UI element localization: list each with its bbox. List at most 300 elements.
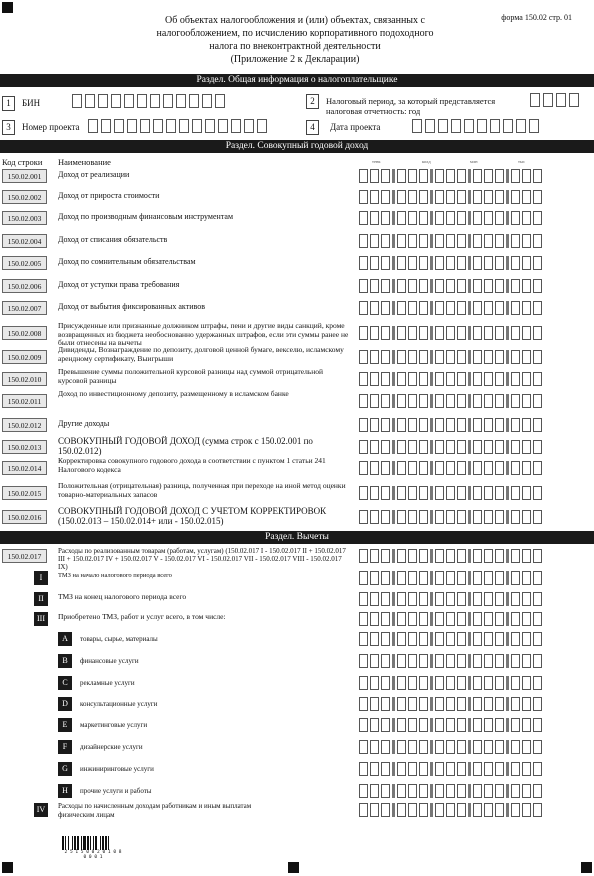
digit-cell[interactable]: [359, 718, 368, 732]
digit-cell[interactable]: [140, 119, 150, 133]
digit-cell[interactable]: [435, 654, 444, 668]
amount-cells[interactable]: [359, 350, 544, 364]
digit-cell[interactable]: [495, 169, 504, 183]
digit-cell[interactable]: [397, 394, 406, 408]
digit-cell[interactable]: [419, 612, 428, 626]
amount-cells[interactable]: [359, 190, 544, 204]
digit-cell[interactable]: [473, 784, 482, 798]
digit-cell[interactable]: [473, 394, 482, 408]
digit-cell[interactable]: [473, 256, 482, 270]
digit-cell[interactable]: [408, 256, 417, 270]
digit-cell[interactable]: [419, 461, 428, 475]
digit-cell[interactable]: [408, 301, 417, 315]
digit-cell[interactable]: [484, 418, 493, 432]
digit-cell[interactable]: [381, 440, 390, 454]
digit-cell[interactable]: [511, 740, 520, 754]
digit-cell[interactable]: [381, 654, 390, 668]
amount-cells[interactable]: [359, 461, 544, 475]
amount-cells[interactable]: [359, 510, 544, 524]
digit-cell[interactable]: [435, 190, 444, 204]
digit-cell[interactable]: [495, 211, 504, 225]
digit-cell[interactable]: [408, 372, 417, 386]
digit-cell[interactable]: [381, 211, 390, 225]
digit-cell[interactable]: [381, 486, 390, 500]
digit-cell[interactable]: [408, 418, 417, 432]
digit-cell[interactable]: [419, 762, 428, 776]
digit-cell[interactable]: [408, 326, 417, 340]
digit-cell[interactable]: [381, 592, 390, 606]
digit-cell[interactable]: [533, 549, 542, 563]
digit-cell[interactable]: [543, 93, 553, 107]
digit-cell[interactable]: [457, 418, 466, 432]
digit-cell[interactable]: [419, 211, 428, 225]
digit-cell[interactable]: [435, 169, 444, 183]
digit-cell[interactable]: [408, 234, 417, 248]
digit-cell[interactable]: [381, 461, 390, 475]
digit-cell[interactable]: [359, 654, 368, 668]
digit-cell[interactable]: [477, 119, 487, 133]
digit-cell[interactable]: [522, 301, 531, 315]
digit-cell[interactable]: [381, 571, 390, 585]
digit-cell[interactable]: [495, 549, 504, 563]
digit-cell[interactable]: [473, 418, 482, 432]
digit-cell[interactable]: [408, 654, 417, 668]
digit-cell[interactable]: [446, 718, 455, 732]
digit-cell[interactable]: [419, 279, 428, 293]
digit-cell[interactable]: [435, 440, 444, 454]
digit-cell[interactable]: [473, 234, 482, 248]
digit-cell[interactable]: [495, 697, 504, 711]
digit-cell[interactable]: [457, 234, 466, 248]
digit-cell[interactable]: [484, 654, 493, 668]
digit-cell[interactable]: [446, 571, 455, 585]
digit-cell[interactable]: [457, 190, 466, 204]
digit-cell[interactable]: [495, 418, 504, 432]
amount-cells[interactable]: [359, 697, 544, 711]
digit-cell[interactable]: [522, 211, 531, 225]
digit-cell[interactable]: [435, 394, 444, 408]
digit-cell[interactable]: [495, 372, 504, 386]
digit-cell[interactable]: [176, 94, 186, 108]
digit-cell[interactable]: [179, 119, 189, 133]
digit-cell[interactable]: [370, 697, 379, 711]
digit-cell[interactable]: [435, 549, 444, 563]
digit-cell[interactable]: [473, 762, 482, 776]
digit-cell[interactable]: [419, 350, 428, 364]
digit-cell[interactable]: [359, 571, 368, 585]
digit-cell[interactable]: [359, 784, 368, 798]
digit-cell[interactable]: [473, 301, 482, 315]
digit-cell[interactable]: [359, 279, 368, 293]
digit-cell[interactable]: [446, 762, 455, 776]
digit-cell[interactable]: [533, 418, 542, 432]
digit-cell[interactable]: [473, 654, 482, 668]
digit-cell[interactable]: [446, 654, 455, 668]
digit-cell[interactable]: [419, 190, 428, 204]
digit-cell[interactable]: [446, 418, 455, 432]
digit-cell[interactable]: [522, 326, 531, 340]
digit-cell[interactable]: [457, 762, 466, 776]
digit-cell[interactable]: [533, 301, 542, 315]
digit-cell[interactable]: [381, 169, 390, 183]
digit-cell[interactable]: [370, 762, 379, 776]
digit-cell[interactable]: [446, 372, 455, 386]
digit-cell[interactable]: [522, 440, 531, 454]
digit-cell[interactable]: [397, 418, 406, 432]
digit-cell[interactable]: [435, 592, 444, 606]
digit-cell[interactable]: [397, 279, 406, 293]
digit-cell[interactable]: [484, 549, 493, 563]
digit-cell[interactable]: [359, 372, 368, 386]
digit-cell[interactable]: [495, 803, 504, 817]
amount-cells[interactable]: [359, 571, 544, 585]
digit-cell[interactable]: [511, 592, 520, 606]
digit-cell[interactable]: [419, 697, 428, 711]
digit-cell[interactable]: [495, 510, 504, 524]
amount-cells[interactable]: [359, 326, 544, 340]
digit-cell[interactable]: [490, 119, 500, 133]
digit-cell[interactable]: [435, 279, 444, 293]
digit-cell[interactable]: [114, 119, 124, 133]
digit-cell[interactable]: [370, 612, 379, 626]
digit-cell[interactable]: [522, 372, 531, 386]
digit-cell[interactable]: [533, 510, 542, 524]
digit-cell[interactable]: [522, 592, 531, 606]
amount-cells[interactable]: [359, 549, 544, 563]
digit-cell[interactable]: [166, 119, 176, 133]
digit-cell[interactable]: [435, 676, 444, 690]
digit-cell[interactable]: [484, 632, 493, 646]
digit-cell[interactable]: [533, 350, 542, 364]
amount-cells[interactable]: [359, 279, 544, 293]
digit-cell[interactable]: [457, 440, 466, 454]
digit-cell[interactable]: [435, 326, 444, 340]
amount-cells[interactable]: [359, 803, 544, 817]
digit-cell[interactable]: [457, 169, 466, 183]
digit-cell[interactable]: [397, 592, 406, 606]
amount-cells[interactable]: [359, 654, 544, 668]
digit-cell[interactable]: [511, 803, 520, 817]
digit-cell[interactable]: [419, 676, 428, 690]
digit-cell[interactable]: [522, 718, 531, 732]
digit-cell[interactable]: [484, 718, 493, 732]
digit-cell[interactable]: [163, 94, 173, 108]
digit-cell[interactable]: [370, 279, 379, 293]
digit-cell[interactable]: [484, 256, 493, 270]
digit-cell[interactable]: [457, 256, 466, 270]
digit-cell[interactable]: [381, 190, 390, 204]
digit-cell[interactable]: [419, 632, 428, 646]
digit-cell[interactable]: [533, 394, 542, 408]
digit-cell[interactable]: [446, 676, 455, 690]
digit-cell[interactable]: [569, 93, 579, 107]
digit-cell[interactable]: [215, 94, 225, 108]
digit-cell[interactable]: [484, 279, 493, 293]
digit-cell[interactable]: [381, 697, 390, 711]
digit-cell[interactable]: [419, 571, 428, 585]
digit-cell[interactable]: [244, 119, 254, 133]
digit-cell[interactable]: [511, 418, 520, 432]
digit-cell[interactable]: [484, 394, 493, 408]
digit-cell[interactable]: [495, 612, 504, 626]
digit-cell[interactable]: [473, 612, 482, 626]
digit-cell[interactable]: [457, 676, 466, 690]
digit-cell[interactable]: [408, 394, 417, 408]
digit-cell[interactable]: [457, 350, 466, 364]
digit-cell[interactable]: [381, 740, 390, 754]
digit-cell[interactable]: [408, 632, 417, 646]
amount-cells[interactable]: [359, 784, 544, 798]
digit-cell[interactable]: [533, 803, 542, 817]
digit-cell[interactable]: [370, 256, 379, 270]
digit-cell[interactable]: [408, 211, 417, 225]
digit-cell[interactable]: [381, 549, 390, 563]
digit-cell[interactable]: [397, 549, 406, 563]
digit-cell[interactable]: [473, 718, 482, 732]
digit-cell[interactable]: [231, 119, 241, 133]
digit-cell[interactable]: [419, 372, 428, 386]
digit-cell[interactable]: [381, 510, 390, 524]
digit-cell[interactable]: [370, 632, 379, 646]
digit-cell[interactable]: [511, 762, 520, 776]
digit-cell[interactable]: [202, 94, 212, 108]
digit-cell[interactable]: [511, 256, 520, 270]
digit-cell[interactable]: [457, 372, 466, 386]
digit-cell[interactable]: [397, 461, 406, 475]
digit-cell[interactable]: [408, 592, 417, 606]
digit-cell[interactable]: [522, 486, 531, 500]
digit-cell[interactable]: [511, 697, 520, 711]
digit-cell[interactable]: [511, 632, 520, 646]
digit-cell[interactable]: [446, 803, 455, 817]
digit-cell[interactable]: [408, 350, 417, 364]
digit-cell[interactable]: [473, 632, 482, 646]
digit-cell[interactable]: [495, 571, 504, 585]
digit-cell[interactable]: [533, 326, 542, 340]
digit-cell[interactable]: [397, 256, 406, 270]
digit-cell[interactable]: [435, 762, 444, 776]
digit-cell[interactable]: [381, 301, 390, 315]
digit-cell[interactable]: [408, 461, 417, 475]
digit-cell[interactable]: [419, 169, 428, 183]
digit-cell[interactable]: [370, 350, 379, 364]
digit-cell[interactable]: [495, 740, 504, 754]
digit-cell[interactable]: [503, 119, 513, 133]
digit-cell[interactable]: [359, 461, 368, 475]
digit-cell[interactable]: [457, 510, 466, 524]
digit-cell[interactable]: [408, 510, 417, 524]
digit-cell[interactable]: [473, 326, 482, 340]
digit-cell[interactable]: [446, 169, 455, 183]
digit-cell[interactable]: [511, 510, 520, 524]
amount-cells[interactable]: [359, 301, 544, 315]
digit-cell[interactable]: [435, 632, 444, 646]
digit-cell[interactable]: [370, 418, 379, 432]
digit-cell[interactable]: [381, 612, 390, 626]
digit-cell[interactable]: [397, 350, 406, 364]
digit-cell[interactable]: [419, 234, 428, 248]
digit-cell[interactable]: [435, 784, 444, 798]
amount-cells[interactable]: [359, 632, 544, 646]
digit-cell[interactable]: [457, 486, 466, 500]
digit-cell[interactable]: [370, 211, 379, 225]
digit-cell[interactable]: [446, 784, 455, 798]
digit-cell[interactable]: [457, 571, 466, 585]
digit-cell[interactable]: [522, 762, 531, 776]
digit-cell[interactable]: [533, 190, 542, 204]
digit-cell[interactable]: [381, 234, 390, 248]
digit-cell[interactable]: [451, 119, 461, 133]
amount-cells[interactable]: [359, 762, 544, 776]
digit-cell[interactable]: [370, 372, 379, 386]
digit-cell[interactable]: [473, 372, 482, 386]
digit-cell[interactable]: [446, 301, 455, 315]
amount-cells[interactable]: [359, 372, 544, 386]
digit-cell[interactable]: [359, 676, 368, 690]
digit-cell[interactable]: [473, 510, 482, 524]
digit-cell[interactable]: [522, 571, 531, 585]
digit-cell[interactable]: [511, 234, 520, 248]
digit-cell[interactable]: [495, 234, 504, 248]
digit-cell[interactable]: [381, 762, 390, 776]
digit-cell[interactable]: [438, 119, 448, 133]
digit-cell[interactable]: [446, 697, 455, 711]
digit-cell[interactable]: [457, 718, 466, 732]
digit-cell[interactable]: [446, 326, 455, 340]
digit-cell[interactable]: [495, 440, 504, 454]
digit-cell[interactable]: [457, 211, 466, 225]
digit-cell[interactable]: [511, 326, 520, 340]
digit-cell[interactable]: [457, 632, 466, 646]
digit-cell[interactable]: [457, 326, 466, 340]
digit-cell[interactable]: [381, 803, 390, 817]
digit-cell[interactable]: [370, 510, 379, 524]
digit-cell[interactable]: [495, 256, 504, 270]
digit-cell[interactable]: [408, 440, 417, 454]
digit-cell[interactable]: [511, 486, 520, 500]
digit-cell[interactable]: [522, 697, 531, 711]
digit-cell[interactable]: [408, 697, 417, 711]
digit-cell[interactable]: [495, 461, 504, 475]
digit-cell[interactable]: [359, 190, 368, 204]
digit-cell[interactable]: [446, 592, 455, 606]
digit-cell[interactable]: [473, 486, 482, 500]
digit-cell[interactable]: [484, 372, 493, 386]
digit-cell[interactable]: [370, 301, 379, 315]
digit-cell[interactable]: [359, 326, 368, 340]
digit-cell[interactable]: [370, 169, 379, 183]
digit-cell[interactable]: [381, 279, 390, 293]
digit-cell[interactable]: [435, 461, 444, 475]
digit-cell[interactable]: [397, 326, 406, 340]
digit-cell[interactable]: [484, 803, 493, 817]
digit-cell[interactable]: [446, 612, 455, 626]
digit-cell[interactable]: [359, 440, 368, 454]
digit-cell[interactable]: [533, 169, 542, 183]
amount-cells[interactable]: [359, 211, 544, 225]
digit-cell[interactable]: [205, 119, 215, 133]
digit-cell[interactable]: [446, 234, 455, 248]
digit-cell[interactable]: [359, 740, 368, 754]
digit-cell[interactable]: [419, 486, 428, 500]
digit-cell[interactable]: [101, 119, 111, 133]
digit-cell[interactable]: [473, 350, 482, 364]
digit-cell[interactable]: [457, 697, 466, 711]
digit-cell[interactable]: [511, 279, 520, 293]
digit-cell[interactable]: [370, 718, 379, 732]
digit-cell[interactable]: [484, 350, 493, 364]
digit-cell[interactable]: [419, 718, 428, 732]
digit-cell[interactable]: [370, 676, 379, 690]
digit-cell[interactable]: [484, 326, 493, 340]
digit-cell[interactable]: [359, 234, 368, 248]
digit-cell[interactable]: [522, 169, 531, 183]
digit-cell[interactable]: [484, 461, 493, 475]
digit-cell[interactable]: [153, 119, 163, 133]
digit-cell[interactable]: [408, 169, 417, 183]
bin-cells[interactable]: [72, 94, 228, 108]
digit-cell[interactable]: [408, 486, 417, 500]
digit-cell[interactable]: [397, 301, 406, 315]
digit-cell[interactable]: [88, 119, 98, 133]
digit-cell[interactable]: [419, 256, 428, 270]
digit-cell[interactable]: [397, 234, 406, 248]
digit-cell[interactable]: [397, 784, 406, 798]
digit-cell[interactable]: [359, 697, 368, 711]
digit-cell[interactable]: [457, 301, 466, 315]
digit-cell[interactable]: [484, 612, 493, 626]
digit-cell[interactable]: [72, 94, 82, 108]
amount-cells[interactable]: [359, 486, 544, 500]
digit-cell[interactable]: [495, 632, 504, 646]
digit-cell[interactable]: [408, 190, 417, 204]
digit-cell[interactable]: [381, 372, 390, 386]
digit-cell[interactable]: [484, 190, 493, 204]
digit-cell[interactable]: [435, 256, 444, 270]
digit-cell[interactable]: [446, 549, 455, 563]
digit-cell[interactable]: [522, 740, 531, 754]
digit-cell[interactable]: [457, 803, 466, 817]
digit-cell[interactable]: [473, 571, 482, 585]
digit-cell[interactable]: [473, 461, 482, 475]
digit-cell[interactable]: [446, 190, 455, 204]
digit-cell[interactable]: [397, 169, 406, 183]
amount-cells[interactable]: [359, 169, 544, 183]
digit-cell[interactable]: [408, 784, 417, 798]
digit-cell[interactable]: [446, 461, 455, 475]
digit-cell[interactable]: [435, 418, 444, 432]
digit-cell[interactable]: [522, 549, 531, 563]
digit-cell[interactable]: [533, 632, 542, 646]
digit-cell[interactable]: [495, 394, 504, 408]
digit-cell[interactable]: [446, 394, 455, 408]
digit-cell[interactable]: [533, 718, 542, 732]
digit-cell[interactable]: [150, 94, 160, 108]
digit-cell[interactable]: [435, 211, 444, 225]
digit-cell[interactable]: [495, 190, 504, 204]
digit-cell[interactable]: [381, 784, 390, 798]
digit-cell[interactable]: [397, 211, 406, 225]
amount-cells[interactable]: [359, 676, 544, 690]
digit-cell[interactable]: [533, 440, 542, 454]
digit-cell[interactable]: [435, 301, 444, 315]
digit-cell[interactable]: [473, 279, 482, 293]
digit-cell[interactable]: [533, 740, 542, 754]
digit-cell[interactable]: [189, 94, 199, 108]
digit-cell[interactable]: [218, 119, 228, 133]
digit-cell[interactable]: [381, 676, 390, 690]
digit-cell[interactable]: [370, 486, 379, 500]
